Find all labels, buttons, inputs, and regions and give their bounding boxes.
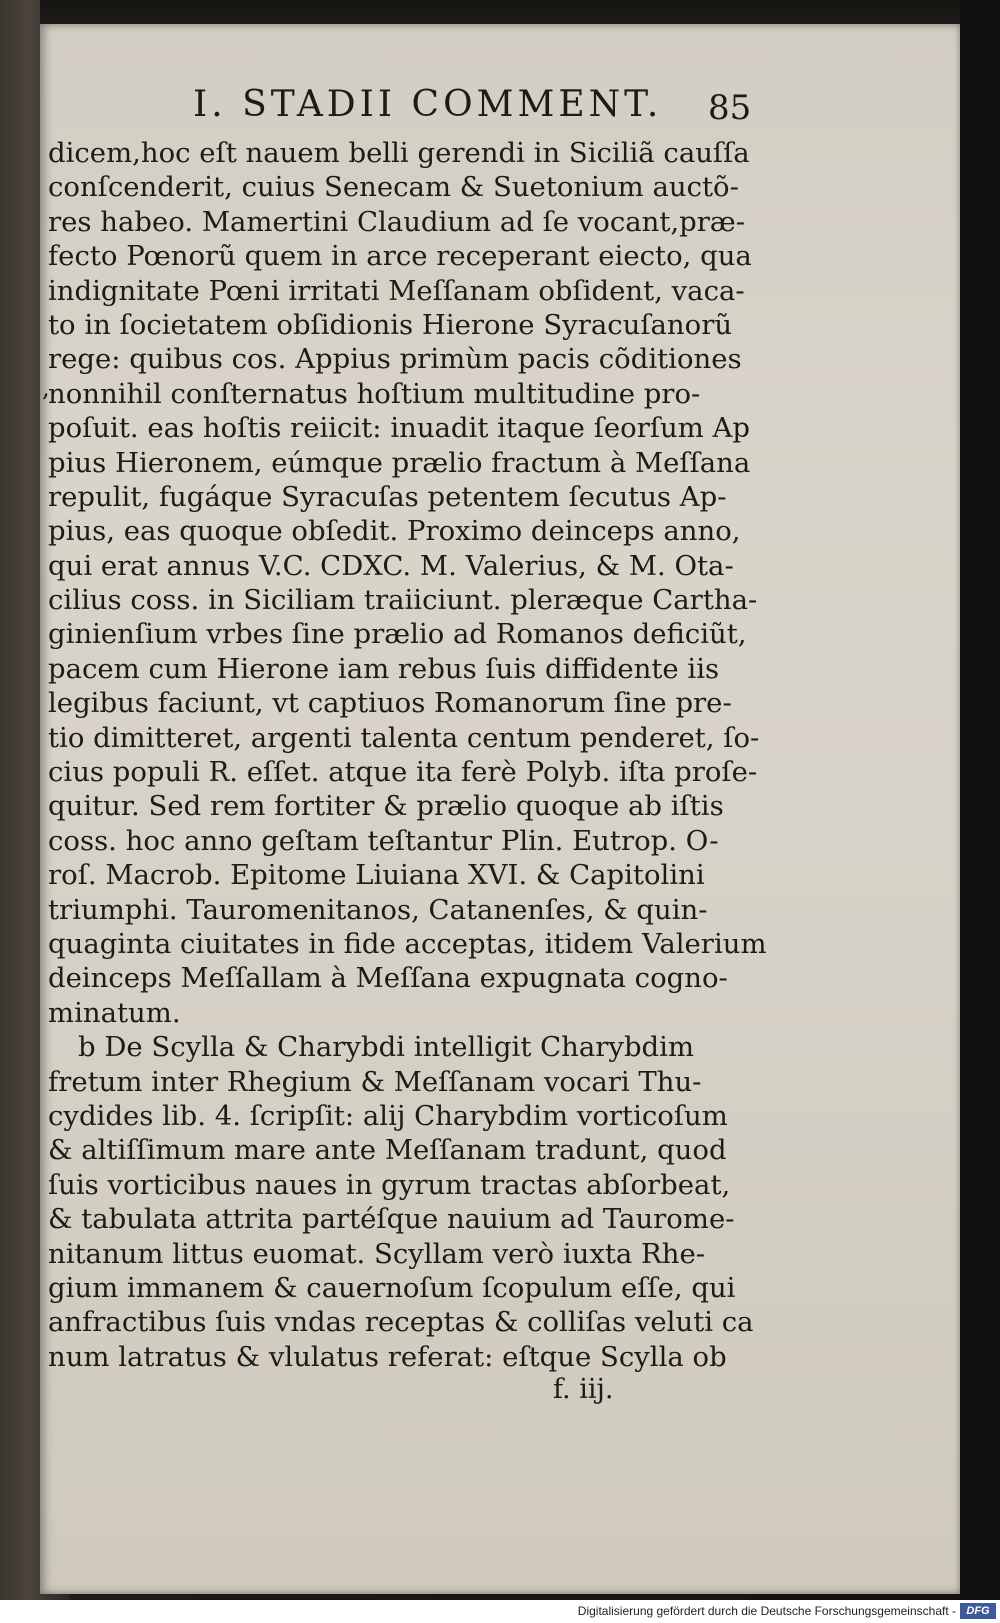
- signature-text: f. iij.: [553, 1374, 614, 1406]
- dfg-logo-icon: DFG: [960, 1603, 996, 1619]
- text-line: repulit, fugáque Syracuſas petentem ſecutus Ap-: [48, 480, 727, 513]
- text-line: b De Scylla & Charybdi intelligit Charybdim: [78, 1031, 695, 1064]
- commentary-paragraph-a: [48, 136, 767, 1030]
- text-line: dicem,hoc eſt nauem belli gerendi in Siciliã cauſſa: [48, 137, 750, 169]
- page-content: [42, 84, 767, 1410]
- text-line: res habeo. Mamertini Claudium ad ſe vocant,præ-: [48, 205, 746, 238]
- text-line: coss. hoc anno geſtam teſtantur Plin. Eutrop. O-: [48, 824, 719, 857]
- text-line: num latratus & vlulatus referat: eſtque Scylla ob: [48, 1340, 727, 1373]
- book-page: [40, 24, 960, 1594]
- signature-mark: [48, 1374, 748, 1410]
- text-line: minatum.: [48, 996, 181, 1029]
- running-head-title: I. STADII COMMENT.: [193, 84, 663, 125]
- text-line: legibus faciunt, vt captiuos Romanorum ſine pre-: [48, 687, 732, 720]
- margin-mark: ,: [42, 374, 50, 402]
- text-line: tio dimitteret, argenti talenta centum penderet, ſo-: [48, 721, 760, 754]
- commentary-paragraph-b: [48, 1030, 754, 1374]
- text-line: poſuit. eas hoſtis reiicit: inuadit itaque ſeorſum Ap: [48, 412, 751, 445]
- text-line: & tabulata attrita partéſque nauium ad Taurome-: [48, 1203, 735, 1236]
- text-line: fecto Pœnorũ quem in arce receperant eiecto, qua: [48, 240, 752, 273]
- text-line: roſ. Macrob. Epitome Liuiana XVI. & Capitolini: [48, 859, 705, 892]
- running-head: [48, 84, 752, 132]
- page-number: 85: [708, 88, 752, 128]
- text-line: ginienſium vrbes ſine prælio ad Romanos deficiũt,: [48, 618, 747, 651]
- footer-credit: Digitalisierung gefördert durch die Deutsche Forschungsgemeinschaft -: [577, 1604, 956, 1618]
- text-line: nonnihil conſternatus hoſtium multitudine pro-: [48, 377, 701, 410]
- text-line: nitanum littus euomat. Scyllam verò iuxta Rhe-: [48, 1237, 706, 1270]
- text-line: anfractibus ſuis vndas receptas & colliſas veluti ca: [48, 1306, 754, 1339]
- text-line: fretum inter Rhegium & Meſſanam vocari Thu-: [48, 1065, 702, 1098]
- text-line: deinceps Meſſallam à Meſſana expugnata cogno-: [48, 962, 728, 995]
- text-line: pius Hieronem, eúmque prælio fractum à Meſſana: [48, 446, 751, 479]
- footer-bar: [0, 1600, 1000, 1623]
- text-line: triumphi. Tauromenitanos, Catanenſes, & quin-: [48, 893, 708, 926]
- text-line: pacem cum Hierone iam rebus ſuis diffidente iis: [48, 652, 720, 685]
- text-line: cilius coss. in Siciliam traiiciunt. pleræque Cartha-: [48, 584, 758, 617]
- text-line: cius populi R. eſſet. atque ita ferè Polyb. iſta proſe-: [48, 756, 758, 789]
- text-line: gium immanem & cauernoſum ſcopulum eſſe, qui: [48, 1271, 736, 1304]
- text-line: pius, eas quoque obſedit. Proximo deinceps anno,: [48, 515, 741, 548]
- text-line: quaginta ciuitates in fide acceptas, itidem Valerium: [48, 927, 767, 960]
- text-line: quitur. Sed rem fortiter & prælio quoque ab iſtis: [48, 790, 724, 823]
- text-line: rege: quibus cos. Appius primùm pacis cõditiones: [48, 343, 742, 376]
- text-line: to in ſocietatem obſidionis Hierone Syracuſanorũ: [48, 308, 733, 341]
- text-line: indignitate Pœni irritati Meſſanam obſident, vaca-: [48, 274, 745, 307]
- text-line: conſcenderit, cuius Senecam & Suetonium auctõ-: [48, 171, 739, 204]
- text-line: & altiſſimum mare ante Meſſanam tradunt, quod: [48, 1134, 727, 1167]
- text-line: cydides lib. 4. ſcripſit: alij Charybdim vorticoſum: [48, 1099, 728, 1132]
- text-line: ſuis vorticibus naues in gyrum tractas abſorbeat,: [48, 1168, 731, 1201]
- text-line: qui erat annus V.C. CDXC. M. Valerius, & M. Ota-: [48, 549, 734, 582]
